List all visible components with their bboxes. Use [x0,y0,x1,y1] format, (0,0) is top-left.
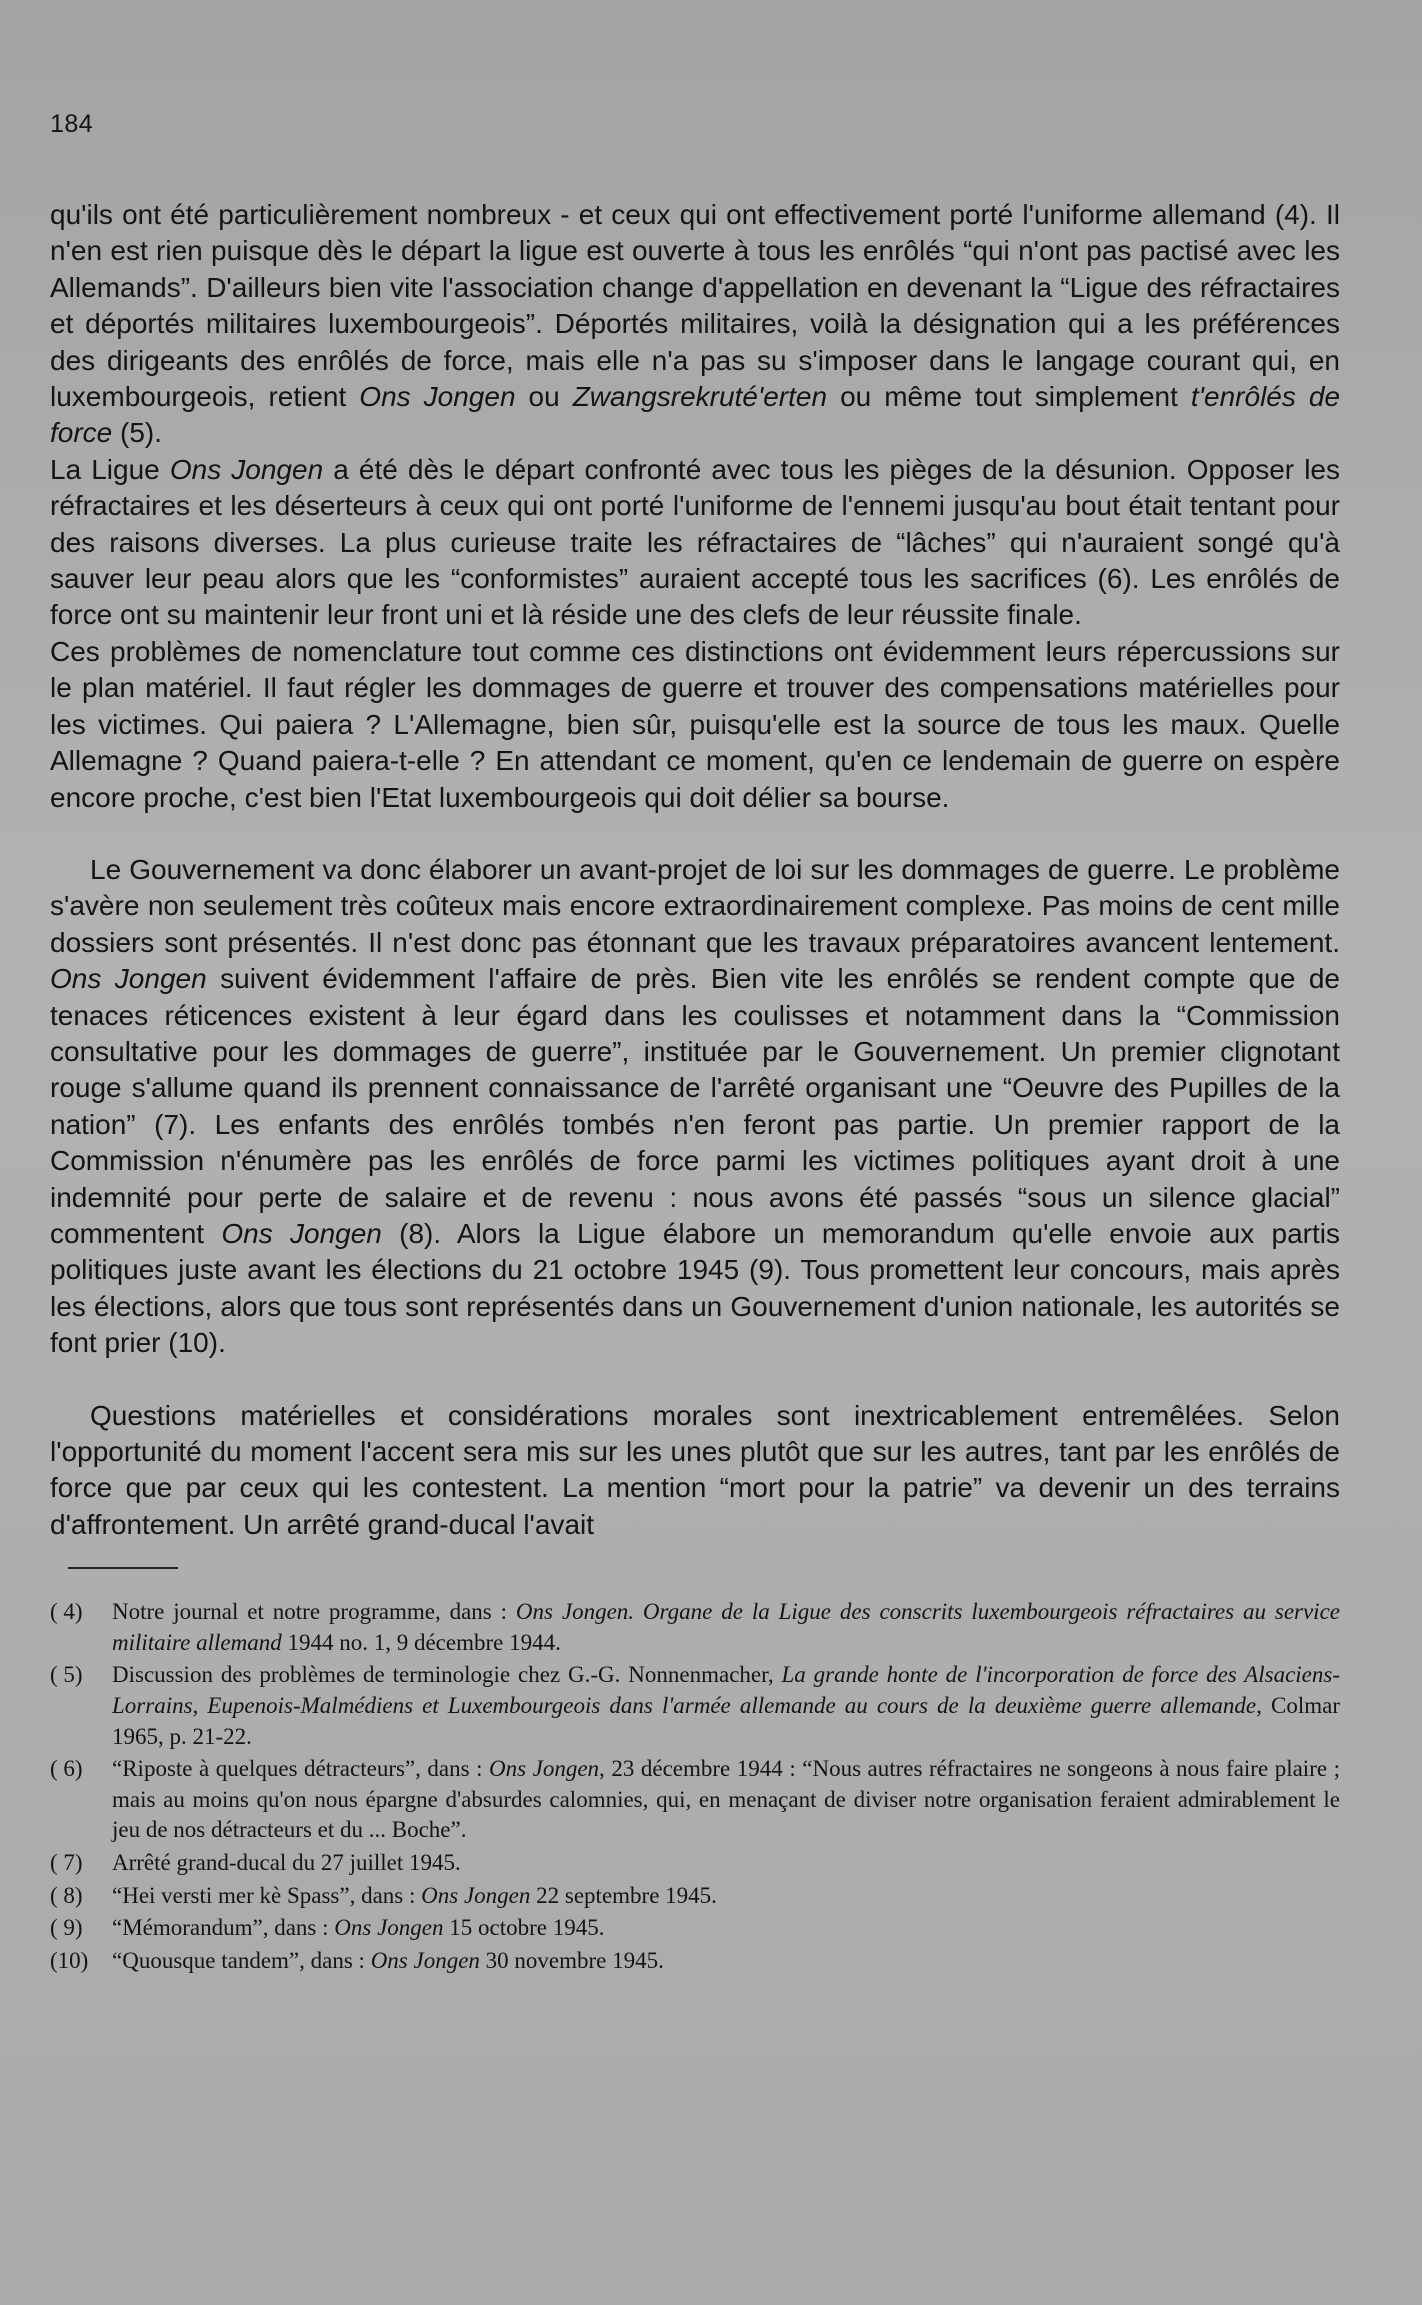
footnote-6 [50,1754,1340,1846]
text-segment: (8). Alors la Ligue élabore un memorandum qu'elle envoie aux partis politiques juste avant les élections du 21 octobre 1945 (9). Tous promettent leur concours, mais après les élections, alors que tous sont représentés dans un Gouvernement d'union nationale, les autorités se font prier (10). [50,1217,1340,1359]
text-segment: 23 décembre 1944 : “Nous autres réfractaires ne songeons à nous faire plaire ; mais au moins qu'on nous épargne d'absurdes calomnies, qui, en menaçant de diviser notre organisation feraient admirablement le jeu de nos détracteurs et du ... Boche”. [112,1756,1340,1843]
text-segment: Colmar 1965, p. 21-22. [112,1693,1340,1749]
footnote-text [112,1946,1340,1977]
footnote-8 [50,1881,1340,1912]
footnote-9 [50,1913,1340,1944]
text-segment: Questions matérielles et considérations morales sont inextricablement entremêlées. Selon l'opportunité du moment l'accent sera mis sur les unes plutôt que sur les autres, tant par les enrôlés de force que par ceux qui les contestent. La mention “mort pour la patrie” va devenir un des terrains d'affrontement. Un arrêté grand-ducal l'avait [50,1399,1340,1540]
text-segment: “Riposte à quelques détracteurs”, dans : [112,1756,490,1782]
text-segment: 15 octobre 1945. [443,1915,605,1941]
text-segment-italic: Zwangsrekruté'erten [572,381,828,413]
text-segment: “Hei versti mer kè Spass”, dans : [112,1882,422,1908]
text-segment: 1944 no. 1, 9 décembre 1944. [281,1629,561,1655]
text-segment-italic: Ons Jongen. Organe de la Ligue des conscrits luxembourgeois réfractaires au service militaire allemand [112,1599,1340,1655]
footnote-number: ( 5) [50,1662,83,1688]
footnote-number: ( 4) [50,1599,83,1625]
footnote-text [112,1754,1340,1846]
text-segment-italic: Ons Jongen [421,1882,531,1908]
text-segment-italic: Ons Jongen [50,963,207,995]
text-segment-italic: Ons Jongen [221,1217,382,1249]
footnote-7 [50,1848,1340,1879]
text-segment: 22 septembre 1945. [530,1882,717,1908]
text-segment: Ces problèmes de nomenclature tout comme ces distinctions ont évidemment leurs répercussions sur le plan matériel. Il faut régler les dommages de guerre et trouver des compensations matérielles pour les victimes. Qui paiera ? L'Allemagne, bien sûr, puisqu'elle est la source de tous les maux. Quelle Allemagne ? Quand paiera-t-elle ? En attendant ce moment, qu'en ce lendemain de guerre on espère encore proche, c'est bien l'Etat luxembourgeois qui doit délier sa bourse. [50,635,1340,813]
footnote-number: ( 9) [50,1915,83,1941]
text-segment: Discussion des problèmes de terminologie chez G.-G. Nonnenmacher, [112,1662,782,1688]
paragraph-5 [50,1398,1340,1544]
footnote-number: ( 8) [50,1882,83,1908]
text-segment: Arrêté grand-ducal du 27 juillet 1945. [112,1849,461,1875]
text-segment: ou [515,381,573,413]
footnote-text [112,1660,1340,1752]
text-segment-italic: Ons Jongen [359,381,516,413]
page-number: 184 [50,110,94,138]
footnote-number: ( 6) [50,1756,83,1782]
text-segment: a été dès le départ confronté avec tous les pièges de la désunion. Opposer les réfractaires et les déserteurs à ceux qui ont porté l'uniforme de l'ennemi jusqu'au bout était tentant pour des raisons diverses. La plus curieuse traite les réfractaires de “lâches” qui n'auraient songé qu'à sauver leur peau alors que les “conformistes” auraient accepté tous les sacrifices (6). Les enrôlés de force ont su maintenir leur front uni et là réside une des clefs de leur réussite finale. [50,453,1341,631]
text-segment: suivent évidemment l'affaire de près. Bien vite les enrôlés se rendent compte que de tenaces réticences existent à leur égard dans les coulisses et notamment dans la “Commission consultative pour les dommages de guerre”, instituée par le Gouvernement. Un premier clignotant rouge s'allume quand ils prennent connaissance de l'arrêté organisant une “Oeuvre des Pupilles de la nation” (7). Les enfants des enrôlés tombés n'en feront pas partie. Un premier rapport de la Commission n'énumère pas les enrôlés de force parmi les victimes politiques ayant droit à une indemnité pour perte de salaire et de revenu : nous avons été passés “sous un silence glacial” commentent [50,963,1340,1249]
text-segment: Notre journal et notre programme, dans : [112,1599,516,1625]
text-segment: (5). [112,417,163,449]
footnote-10 [50,1946,1340,1977]
footnote-5 [50,1660,1340,1752]
text-segment: 30 novembre 1945. [479,1947,664,1973]
footnote-number: ( 7) [50,1849,83,1875]
footnotes [50,1597,1340,1976]
paragraph-4 [50,852,1340,1362]
footnote-text [112,1913,1340,1944]
text-segment: qu'ils ont été particulièrement nombreux - et ceux qui ont effectivement porté l'uniforme allemand (4). Il n'en est rien puisque dès le départ la ligue est ouverte à tous les enrôlés “qui n'ont pas pactisé avec les Allemands”. D'ailleurs bien vite l'association change d'appellation en devenant la “Ligue des réfractaires et déportés militaires luxembourgeois”. Déportés militaires, voilà la désignation qui a les préférences des dirigeants des enrôlés de force, mais elle n'a pas su s'imposer dans le langage courant qui, en luxembourgeois, retient [50,199,1340,413]
text-segment: ou même tout simplement [827,381,1191,413]
book-page [50,110,1340,1978]
text-segment: La Ligue [50,453,170,485]
text-segment-italic: t'enrôlés de force [50,381,1341,449]
text-segment-italic: La grande honte de l'incorporation de force des Alsaciens-Lorrains, Eupenois-Malmédiens et Luxembourgeois dans l'armée allemande au cours de la deuxième guerre allemande, [112,1662,1340,1718]
text-segment: “Quousque tandem”, dans : [112,1947,371,1973]
footnote-separator [68,1567,178,1569]
footnote-4 [50,1597,1340,1658]
paragraph-2 [50,452,1340,634]
text-segment: “Mémorandum”, dans : [112,1915,335,1941]
main-text [50,197,1340,1543]
footnote-number: (10) [50,1947,89,1973]
text-segment: Le Gouvernement va donc élaborer un avant-projet de loi sur les dommages de guerre. Le problème s'avère non seulement très coûteux mais encore extraordinairement complexe. Pas moins de cent mille dossiers sont présentés. Il n'est donc pas étonnant que les travaux préparatoires avancent lentement. [50,853,1340,958]
text-segment-italic: Ons Jongen [370,1947,480,1973]
paragraph-3 [50,634,1340,816]
footnote-text [112,1848,1340,1879]
paragraph-1 [50,197,1340,452]
text-segment-italic: Ons Jongen [334,1915,444,1941]
footnote-text [112,1597,1340,1658]
text-segment-italic: Ons Jongen, [489,1756,605,1782]
footnote-text [112,1881,1340,1912]
text-segment-italic: Ons Jongen [169,453,324,485]
